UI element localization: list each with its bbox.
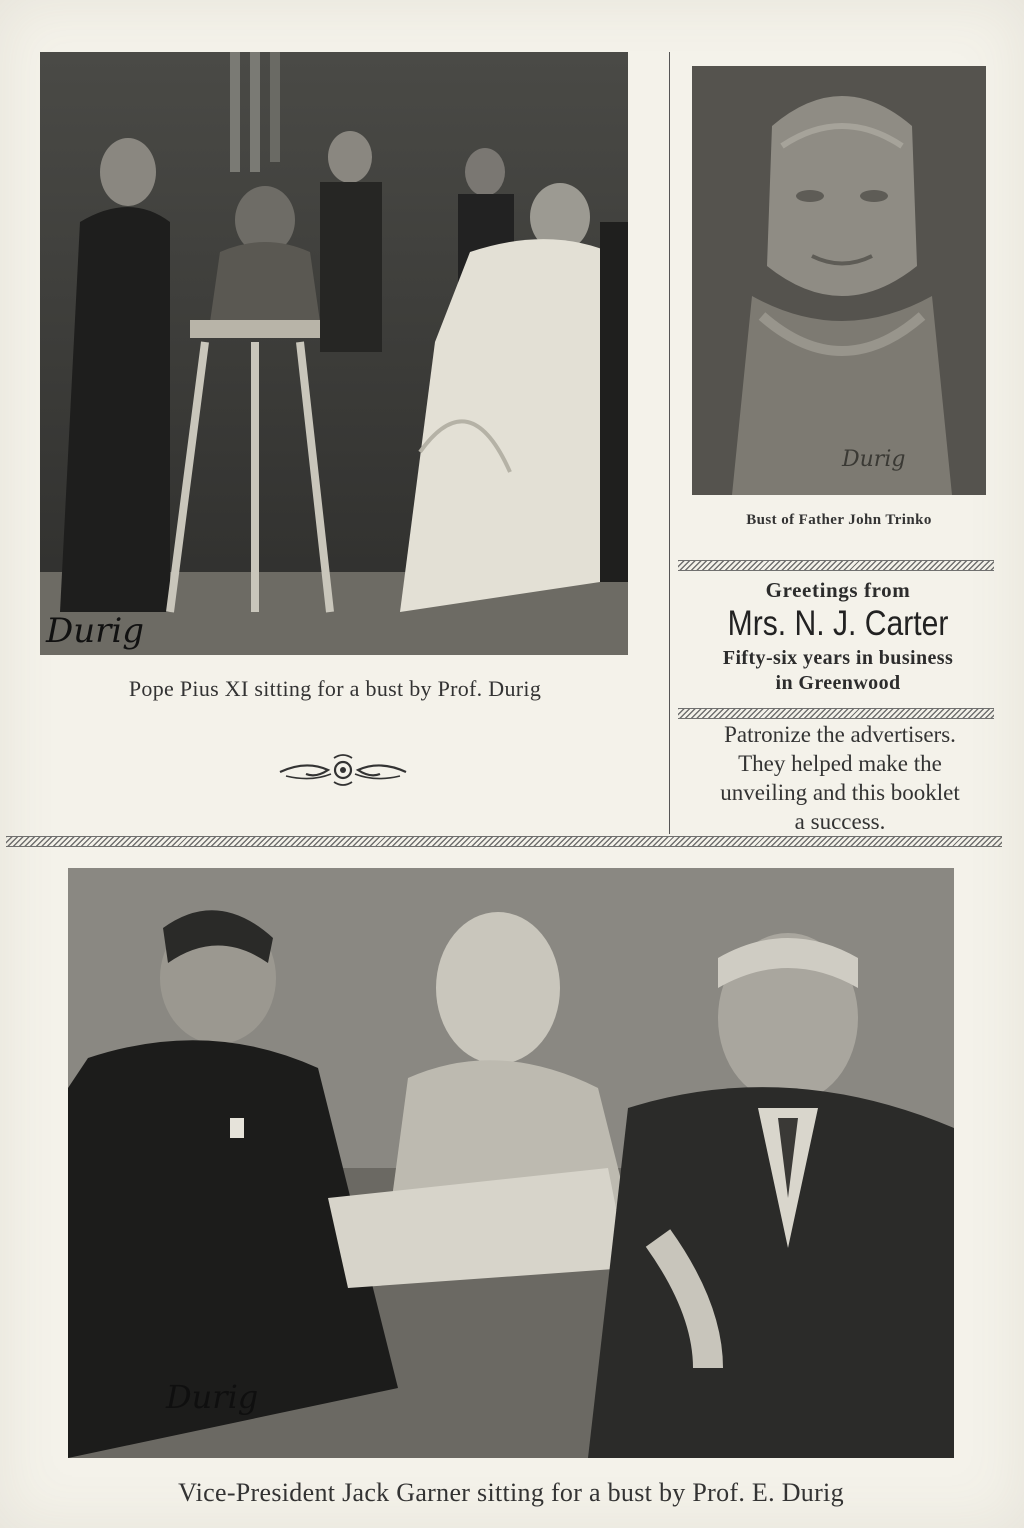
trinko-photo-signature: Durig <box>842 447 906 472</box>
pope-photo-signature: Durig <box>46 611 145 651</box>
column-divider <box>669 52 670 834</box>
caption-trinko: Bust of Father John Trinko <box>746 512 932 528</box>
ad-greeting: Greetings from <box>765 578 911 602</box>
ad-business-name: Mrs. N. J. Carter <box>727 604 949 643</box>
ad-years-in-business: Fifty-six years in business <box>722 647 954 669</box>
garner-photo-signature: Durig <box>166 1378 259 1416</box>
photo-pope-pius-xi <box>40 52 628 655</box>
ad-town: in Greenwood <box>775 672 901 694</box>
section-divider-strip <box>6 836 1002 847</box>
photo-jack-garner <box>68 868 954 1458</box>
caption-garner: Vice-President Jack Garner sitting for a bust by Prof. E. Durig <box>178 1478 844 1507</box>
ad-border-top <box>678 560 994 571</box>
patronize-notice: Patronize the advertisers. They helped make the unveiling and this booklet a success. <box>720 722 960 834</box>
ad-border-bottom <box>678 708 994 719</box>
scroll-ornament-icon <box>276 752 410 788</box>
caption-pope: Pope Pius XI sitting for a bust by Prof. Durig <box>128 676 542 701</box>
photo-father-trinko-bust <box>692 66 986 495</box>
